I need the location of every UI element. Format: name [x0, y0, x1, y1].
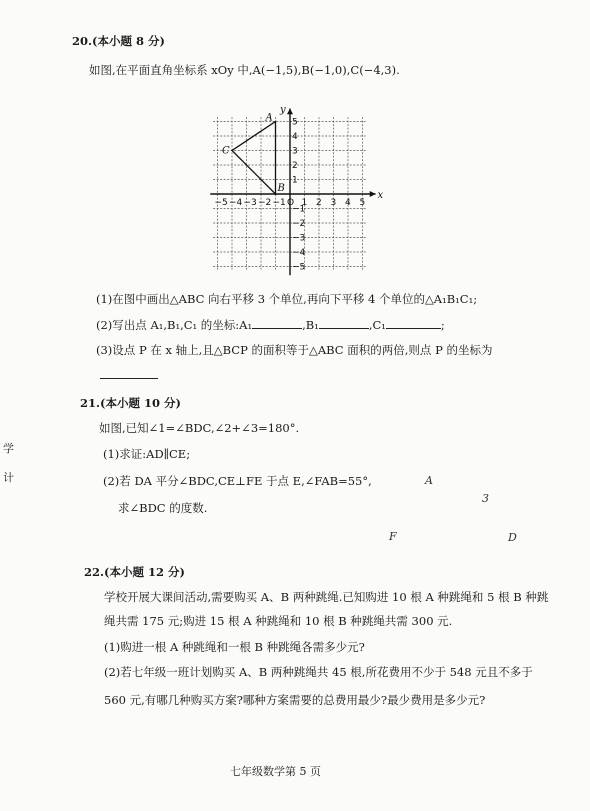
q21-part1: (1)求证:AD∥CE;	[103, 447, 191, 461]
answer-blank-c1[interactable]	[386, 318, 441, 329]
fig-label-a: A	[425, 474, 433, 487]
answer-blank-b1[interactable]	[319, 318, 369, 329]
coordinate-graph	[214, 96, 384, 276]
point-label-a: A	[265, 112, 273, 124]
y-tick-label: −3	[292, 233, 306, 244]
y-tick-label: 3	[292, 146, 298, 157]
x-tick-label: −4	[229, 198, 243, 208]
point-label-b: B	[277, 183, 285, 194]
x-tick-label: −5	[214, 198, 228, 208]
q20-part2-prefix: (2)写出点 A₁,B₁,C₁ 的坐标:A₁	[96, 318, 253, 332]
y-tick-label: 1	[292, 175, 298, 186]
page-footer: 七年级数学第 5 页	[230, 765, 321, 778]
y-axis-arrow	[287, 108, 293, 114]
q21-part2b: 求∠BDC 的度数.	[118, 501, 208, 515]
x-tick-label: 3	[330, 198, 337, 208]
q20-part2-b: ,B₁	[302, 318, 319, 332]
q20-header: 20.(本小题 8 分)	[72, 34, 165, 48]
y-axis-label: y	[280, 104, 286, 116]
q22-header: 22.(本小题 12 分)	[84, 565, 185, 579]
x-axis-arrow	[370, 191, 376, 197]
q20-intro: 如图,在平面直角坐标系 xOy 中,A(−1,5),B(−1,0),C(−4,3).	[89, 63, 400, 77]
q20-part2-end: ;	[440, 318, 445, 332]
q20-part1: (1)在图中画出△ABC 向右平移 3 个单位,再向下平移 4 个单位的△A₁B₁C₁;	[96, 292, 478, 306]
fig-label-3: 3	[482, 492, 489, 505]
x-axis-label: x	[377, 190, 384, 201]
q20-part3: (3)设点 P 在 x 轴上,且△BCP 的面积等于△ABC 面积的两倍,则点 P 的坐标为	[96, 343, 493, 357]
q21-given: 如图,已知∠1=∠BDC,∠2+∠3=180°.	[99, 421, 300, 435]
x-tick-label: −2	[258, 198, 272, 208]
x-tick-label: 4	[345, 198, 351, 208]
q22-part1: (1)购进一根 A 种跳绳和一根 B 种跳绳各需多少元?	[104, 640, 365, 654]
x-tick-label: 5	[359, 198, 366, 208]
y-tick-label: −4	[292, 248, 306, 258]
y-tick-label: 5	[292, 117, 298, 128]
q22-part2a: (2)若七年级一班计划购买 A、B 两种跳绳共 45 根,所花费用不少于 548 元且不多于	[104, 665, 533, 679]
fig-label-d: D	[508, 531, 517, 544]
point-label-c: C	[222, 145, 230, 157]
fig-label-f: F	[389, 530, 397, 543]
y-tick-label: 4	[292, 132, 298, 142]
x-tick-label: −1	[272, 198, 286, 208]
margin-note-b: 计	[3, 471, 14, 484]
x-tick-label: O	[287, 198, 295, 208]
q22-line2: 绳共需 175 元;购进 15 根 A 种跳绳和 10 根 B 种跳绳共需 300 元.	[104, 614, 453, 628]
q22-line1: 学校开展大课间活动,需要购买 A、B 两种跳绳.已知购进 10 根 A 种跳绳和 5 根 B 种跳	[104, 590, 549, 604]
coordinate-grid-svg	[214, 96, 384, 276]
x-tick-label: −3	[243, 198, 257, 208]
y-tick-label: 2	[292, 161, 298, 171]
x-tick-label: 2	[316, 198, 322, 208]
q21-part2: (2)若 DA 平分∠BDC,CE⊥FE 于点 E,∠FAB=55°,	[103, 474, 372, 488]
y-tick-label: −2	[292, 219, 306, 229]
q21-header: 21.(本小题 10 分)	[80, 396, 181, 410]
y-tick-label: −5	[292, 262, 306, 273]
q20-part2	[96, 318, 445, 332]
answer-blank-a1[interactable]	[252, 318, 302, 329]
q20-part2-c: ,C₁	[368, 318, 386, 332]
x-tick-label: 1	[301, 198, 308, 208]
triangle-abc	[232, 122, 276, 195]
q22-part2b: 560 元,有哪几种购买方案?哪种方案需要的总费用最少?最少费用是多少元?	[104, 693, 486, 707]
margin-note-a: 学	[3, 442, 14, 455]
y-tick-label: −1	[292, 204, 306, 215]
answer-blank-p[interactable]	[100, 368, 158, 379]
